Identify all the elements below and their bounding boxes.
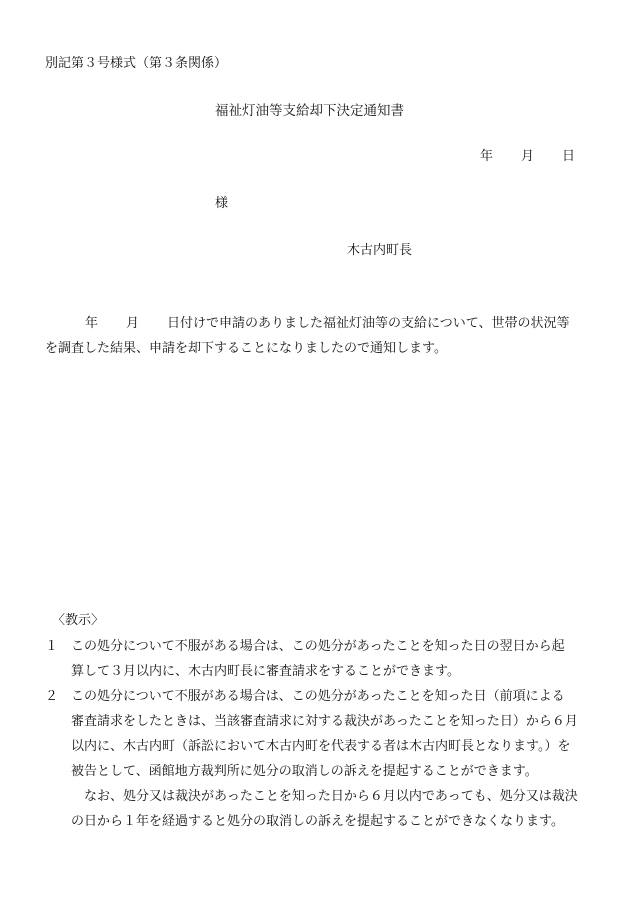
date-month: 月 bbox=[521, 149, 535, 164]
body-line-1 bbox=[45, 311, 590, 336]
addressee-suffix: 様 bbox=[215, 196, 229, 211]
item-1-line-2: 算して３月以内に、木古内町長に審査請求をすることができます。 bbox=[71, 664, 460, 679]
item-2-line-2: 審査請求をしたときは、当該審査請求に対する裁決があったことを知った日）から６月 bbox=[71, 714, 578, 729]
item-1-number: １ bbox=[45, 639, 59, 654]
item-2-line-3: 以内に、木古内町（訴訟において木古内町を代表する者は木古内町長となります。）を bbox=[71, 739, 571, 754]
body-month: 月 bbox=[126, 316, 140, 331]
item-2-line-1: この処分について不服がある場合は、この処分があったことを知った日（前項による bbox=[71, 689, 565, 704]
date-day: 日 bbox=[562, 149, 576, 164]
issuer-name: 木古内町長 bbox=[347, 243, 413, 258]
item-2-line-5: なお、処分又は裁決があったことを知った日から６月以内であっても、処分又は裁決 bbox=[84, 789, 578, 804]
item-2-line-4: 被告として、函館地方裁判所に処分の取消しの訴えを提起することができます。 bbox=[71, 764, 538, 779]
date-line bbox=[480, 150, 575, 163]
form-number-label: 別記第３号様式（第３条関係） bbox=[45, 56, 228, 71]
body-line-2: を調査した結果、申請を却下することになりましたので通知します。 bbox=[45, 341, 447, 356]
body-line1-rest: 日付けで申請のありました福祉灯油等の支給について、世帯の状況等 bbox=[167, 316, 570, 331]
body-year: 年 bbox=[85, 316, 99, 331]
date-year: 年 bbox=[480, 149, 494, 164]
instruction-item-2 bbox=[45, 684, 585, 834]
instruction-heading: 〈教示〉 bbox=[52, 613, 105, 628]
item-1-line-1: この処分について不服がある場合は、この処分があったことを知った日の翌日から起 bbox=[71, 639, 565, 654]
item-2-number: ２ bbox=[45, 689, 59, 704]
instruction-item-1 bbox=[45, 634, 585, 684]
item-2-line-6: の日から１年を経過すると処分の取消しの訴えを提起することができなくなります。 bbox=[71, 814, 564, 829]
document-title: 福祉灯油等支給却下決定通知書 bbox=[215, 103, 404, 119]
